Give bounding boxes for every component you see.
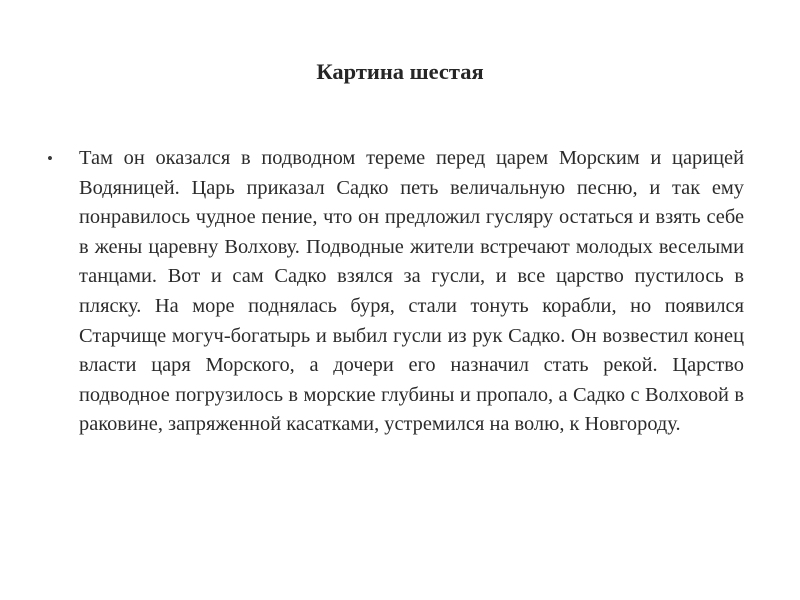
bullet-marker: •	[47, 149, 53, 168]
slide-title: Картина шестая	[316, 59, 484, 84]
bullet-text: Там он оказался в подводном тереме перед царем Морским и царицей Водяницей. Царь приказал Садко петь величальную песню, и так ему понравилось чудное пение, что он предложил гусляру остаться и взять себе в жены царевну Волхову. Подводные жители встречают молодых веселыми танцами. Вот и сам Садко взялся за гусли, и все царство пустилось в пляску. На море поднялась буря, стали тонуть корабли, но появился Старчище могуч-богатырь и выбил гусли из рук Садко. Он возвестил конец власти царя Морского, а дочери его назначил стать рекой. Царство подводное погрузилось в морские глубины и пропало, а Садко с Волховой в раковине, запряженной касатками, устремился на волю, к Новгороду.	[79, 147, 744, 436]
